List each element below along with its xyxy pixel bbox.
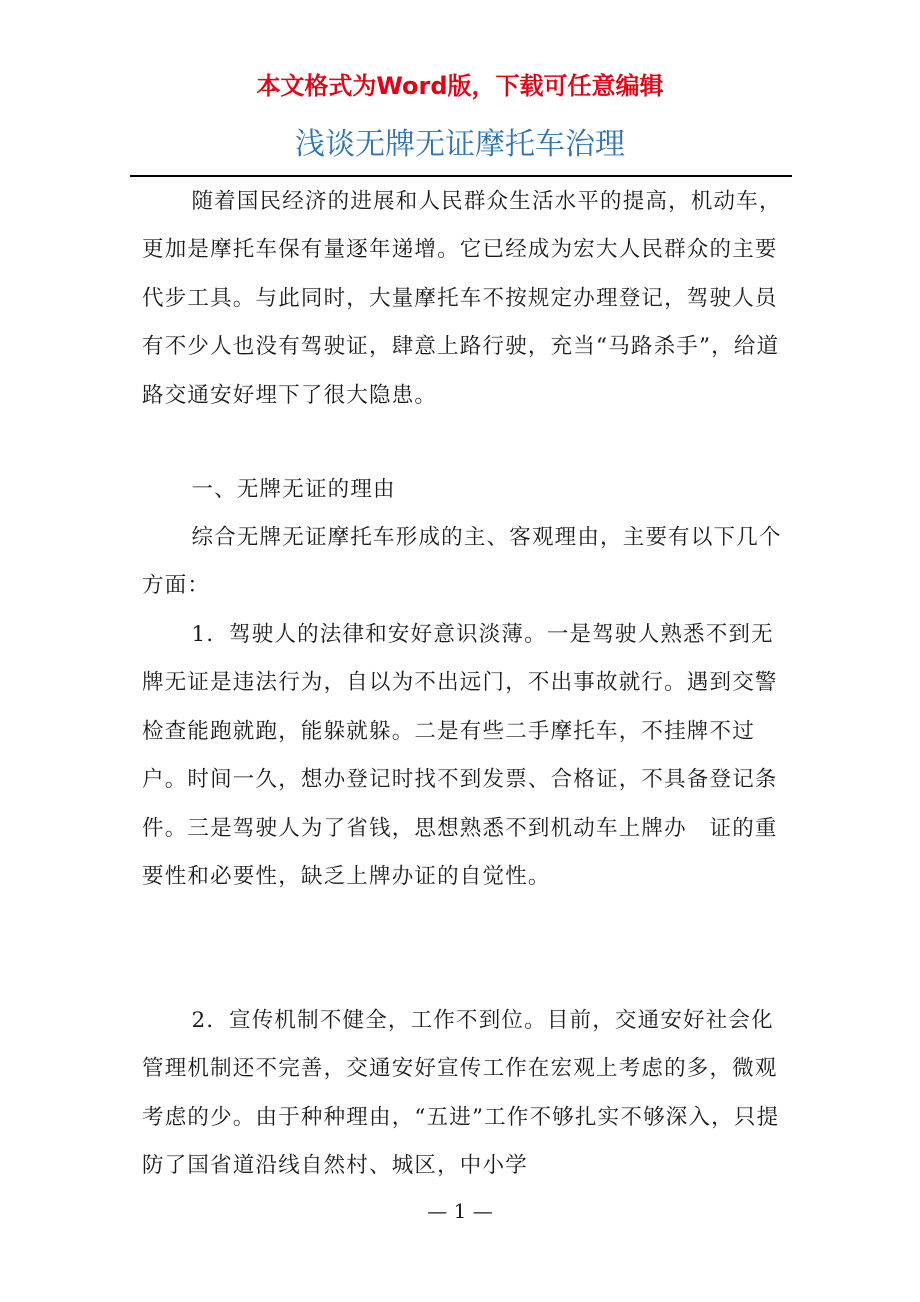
intro-paragraph: 随着国民经济的进展和人民群众生活水平的提高，机动车，更加是摩托车保有量逐年递增。它已经成为宏大人民群众的主要代步工具。与此同时，大量摩托车不按规定办理登记，驾驶人员有不少人也没有驾驶证，肆意上路行驶，充当“马路杀手”，给道路交通安好埋下了很大隐患。 xyxy=(142,189,782,408)
title-divider xyxy=(130,175,792,177)
section-heading-1: 一、无牌无证的理由 xyxy=(191,477,396,502)
download-banner: 本文格式为Word版，下载可任意编辑 xyxy=(256,72,664,100)
document-title: 浅谈无牌无证摩托车治理 xyxy=(295,127,625,162)
section-intro-paragraph: 综合无牌无证摩托车形成的主、客观理由，主要有以下几个方面： xyxy=(142,525,782,599)
reason-2-paragraph: 2．宣传机制不健全，工作不到位。目前，交通安好社会化管理机制还不完善，交通安好宣传工作在宏观上考虑的多，微观考虑的少。由于种种理由，“五进”工作不够扎实不够深入，只提防了国省道沿线自然村、城区，中小学 xyxy=(142,1008,780,1179)
reason-1-paragraph: 1．驾驶人的法律和安好意识淡薄。一是驾驶人熟悉不到无牌无证是违法行为，自以为不出远门，不出事故就行。遇到交警检查能跑就跑，能躲就躲。二是有些二手摩托车，不挂牌不过户。时间一久，想办登记时找不到发票、合格证，不具备登记条件。三是驾驶人为了省钱，思想熟悉不到机动车上牌办 证的重要性和必要性，缺乏上牌办证的自觉性。 xyxy=(142,622,778,890)
page-number: — 1 — xyxy=(427,1199,493,1223)
